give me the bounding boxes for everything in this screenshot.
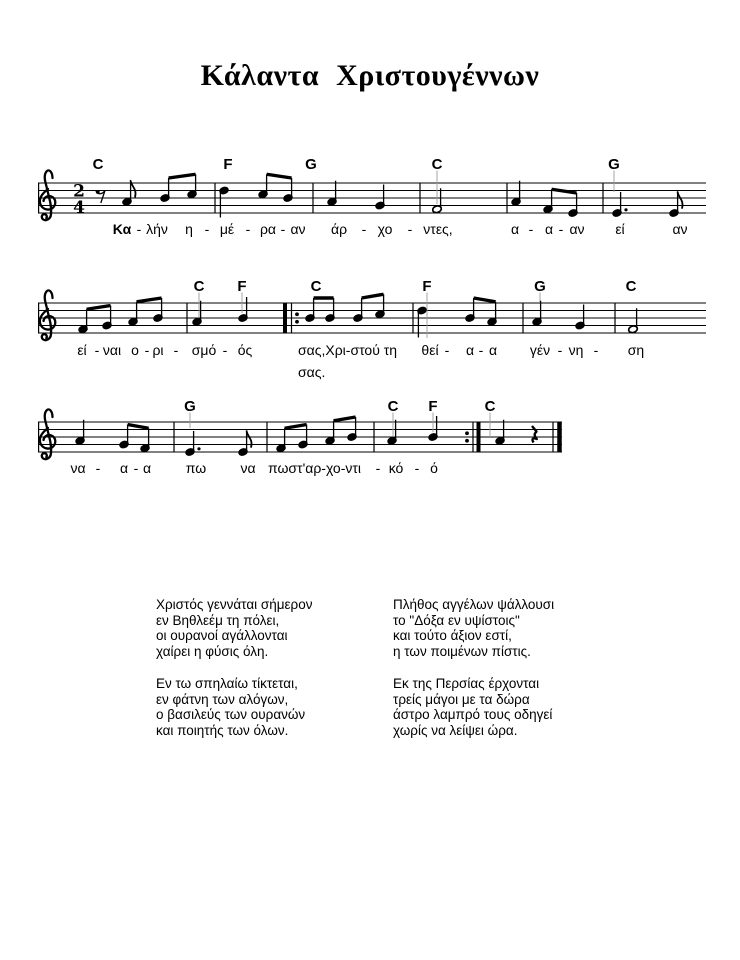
beam (334, 417, 356, 421)
beam (362, 294, 384, 298)
repeat-dot (465, 431, 469, 435)
lyric-syllable: α (142, 460, 152, 476)
lyric-syllable: - (375, 460, 381, 476)
lyric-syllable: ση (627, 342, 645, 358)
verse-line: άστρο λαμπρό τους οδηγεί (393, 707, 553, 723)
lyric-syllable: κό (388, 460, 404, 476)
lyric-syllable-verse2: σας. (298, 364, 326, 380)
chord-label: C (310, 278, 322, 295)
lyric-syllable: σμό (191, 342, 217, 358)
lyric-syllable: - (444, 342, 450, 358)
lyric-syllable: η (185, 221, 193, 237)
lyric-syllable: α (544, 221, 554, 237)
verse-line: Χριστός γεννάται σήμερον (156, 597, 313, 612)
beam (552, 189, 577, 193)
lyric-syllable: ο (131, 342, 139, 358)
lyric-syllable: - (133, 460, 139, 476)
quarter-rest (532, 426, 537, 443)
beam (285, 425, 307, 429)
lyric-syllable: ός (237, 342, 253, 358)
verse-column-1 (156, 597, 312, 755)
lyric-syllable: ναι (102, 342, 122, 358)
chord-label: F (428, 398, 438, 415)
verse-line: η των ποιμένων πίστις. (393, 644, 531, 660)
augmentation-dot (197, 447, 200, 450)
lyric-syllable: - (222, 342, 228, 358)
lyric-syllable: - (528, 221, 534, 237)
lyric-syllable: να (240, 460, 256, 476)
lyric-syllable: - (245, 221, 251, 237)
lyric-syllable: να (70, 460, 86, 476)
chord-label: C (484, 398, 496, 415)
lyric-syllable: α (119, 460, 129, 476)
lyric-syllable: - (593, 342, 599, 358)
beam (128, 425, 149, 429)
lyric-syllable: - (414, 460, 420, 476)
lyric-syllable: - (95, 460, 101, 476)
lyric-syllable: - (144, 342, 150, 358)
lyric-syllable: - (557, 342, 563, 358)
verse-line: χωρίς να λείψει ώρα. (393, 722, 518, 738)
lyric-syllable: - (204, 221, 210, 237)
chord-label: G (608, 156, 620, 173)
time-signature-numerator: 2 (73, 181, 85, 202)
beam (474, 298, 496, 302)
verse-line: Πλήθος αγγέλων ψάλλουσι (393, 597, 555, 612)
lyric-syllable: - (558, 221, 564, 237)
lyric-syllable: γέν (529, 342, 551, 358)
lyric-syllable: αν (290, 221, 306, 237)
lyric-syllable: α (510, 221, 520, 237)
stanza (156, 597, 312, 660)
lyric-syllable: αν (569, 221, 585, 237)
lyric-syllable: άρ (330, 221, 348, 237)
lyric-syllable: νη (568, 342, 584, 358)
lyric-syllable: θεί (421, 342, 439, 358)
lyric-syllable: α (488, 342, 498, 358)
note-half (432, 205, 442, 214)
chord-label: G (534, 278, 546, 295)
page-title: Κάλαντα Χριστουγέννων (200, 59, 540, 92)
lyric-syllable: σας,Χρι-στού τη (298, 342, 398, 358)
verse-line: τρείς μάγοι με τα δώρα (393, 691, 530, 707)
chord-label: F (422, 278, 432, 295)
lyric-syllable: ντες, (423, 221, 453, 237)
lyric-syllable: ρα (259, 221, 277, 237)
lyric-syllable: - (136, 221, 142, 237)
chord-label: C (625, 278, 637, 295)
note-half (628, 325, 638, 334)
beam (137, 298, 162, 302)
lyric-syllable: μέ (219, 221, 235, 237)
stanza (156, 676, 312, 739)
lyric-syllable: πωστ'αρ-χο-ντι (268, 460, 362, 476)
beam (169, 174, 196, 178)
beam (87, 306, 111, 310)
lyric-syllable: - (478, 342, 484, 358)
verse-line: Εκ της Περσίας έρχονται (393, 675, 540, 691)
lyric-syllable: εί (615, 221, 625, 237)
verse-line: οι ουρανοί αγάλλονται (156, 628, 288, 644)
lyric-syllable: α (465, 342, 475, 358)
chord-label: C (92, 156, 104, 173)
beam (267, 174, 292, 178)
stanza (393, 597, 554, 660)
lyric-syllable: ό (430, 460, 438, 476)
lyric-syllable: - (280, 221, 286, 237)
lyric-syllable: Κα (112, 221, 132, 237)
chord-label: G (305, 156, 317, 173)
lyric-syllable: - (407, 221, 413, 237)
chord-label: F (237, 278, 247, 295)
lyric-syllable: εί (77, 342, 87, 358)
verse-line: Εν τω σπηλαίω τίκτεται, (156, 675, 298, 691)
chord-label: C (193, 278, 205, 295)
lyric-syllable: λήν (146, 221, 168, 237)
verse-line: και ποιητής των όλων. (156, 722, 289, 738)
chord-label: C (387, 398, 399, 415)
stanza (393, 676, 554, 739)
verse-line: το "Δόξα εν υψίστοις" (393, 612, 520, 628)
lyric-syllable: - (94, 342, 100, 358)
chord-label: F (223, 156, 233, 173)
verse-line: χαίρει η φύσις όλη. (156, 644, 269, 660)
lyric-syllable: χο (377, 221, 393, 237)
verse-line: και τούτο άξιον εστί, (393, 628, 512, 644)
verse-line: εν Βηθλεέμ τη πόλει, (156, 612, 280, 628)
repeat-dot (465, 439, 469, 443)
lyric-syllable: αν (672, 221, 688, 237)
verse-line: εν φάτνη των αλόγων, (156, 691, 289, 707)
time-signature-denominator: 4 (73, 198, 85, 218)
chord-label: C (431, 156, 443, 173)
lyric-syllable: - (361, 221, 367, 237)
lyric-syllable: - (173, 342, 179, 358)
augmentation-dot (624, 208, 627, 211)
verse-column-2 (393, 597, 554, 755)
lyric-syllable: πω (185, 460, 207, 476)
lyric-syllable: ρι (152, 342, 164, 358)
repeat-dot (295, 312, 299, 316)
repeat-dot (295, 320, 299, 324)
verse-line: ο βασιλεύς των ουρανών (156, 707, 306, 723)
chord-label: G (184, 398, 196, 415)
